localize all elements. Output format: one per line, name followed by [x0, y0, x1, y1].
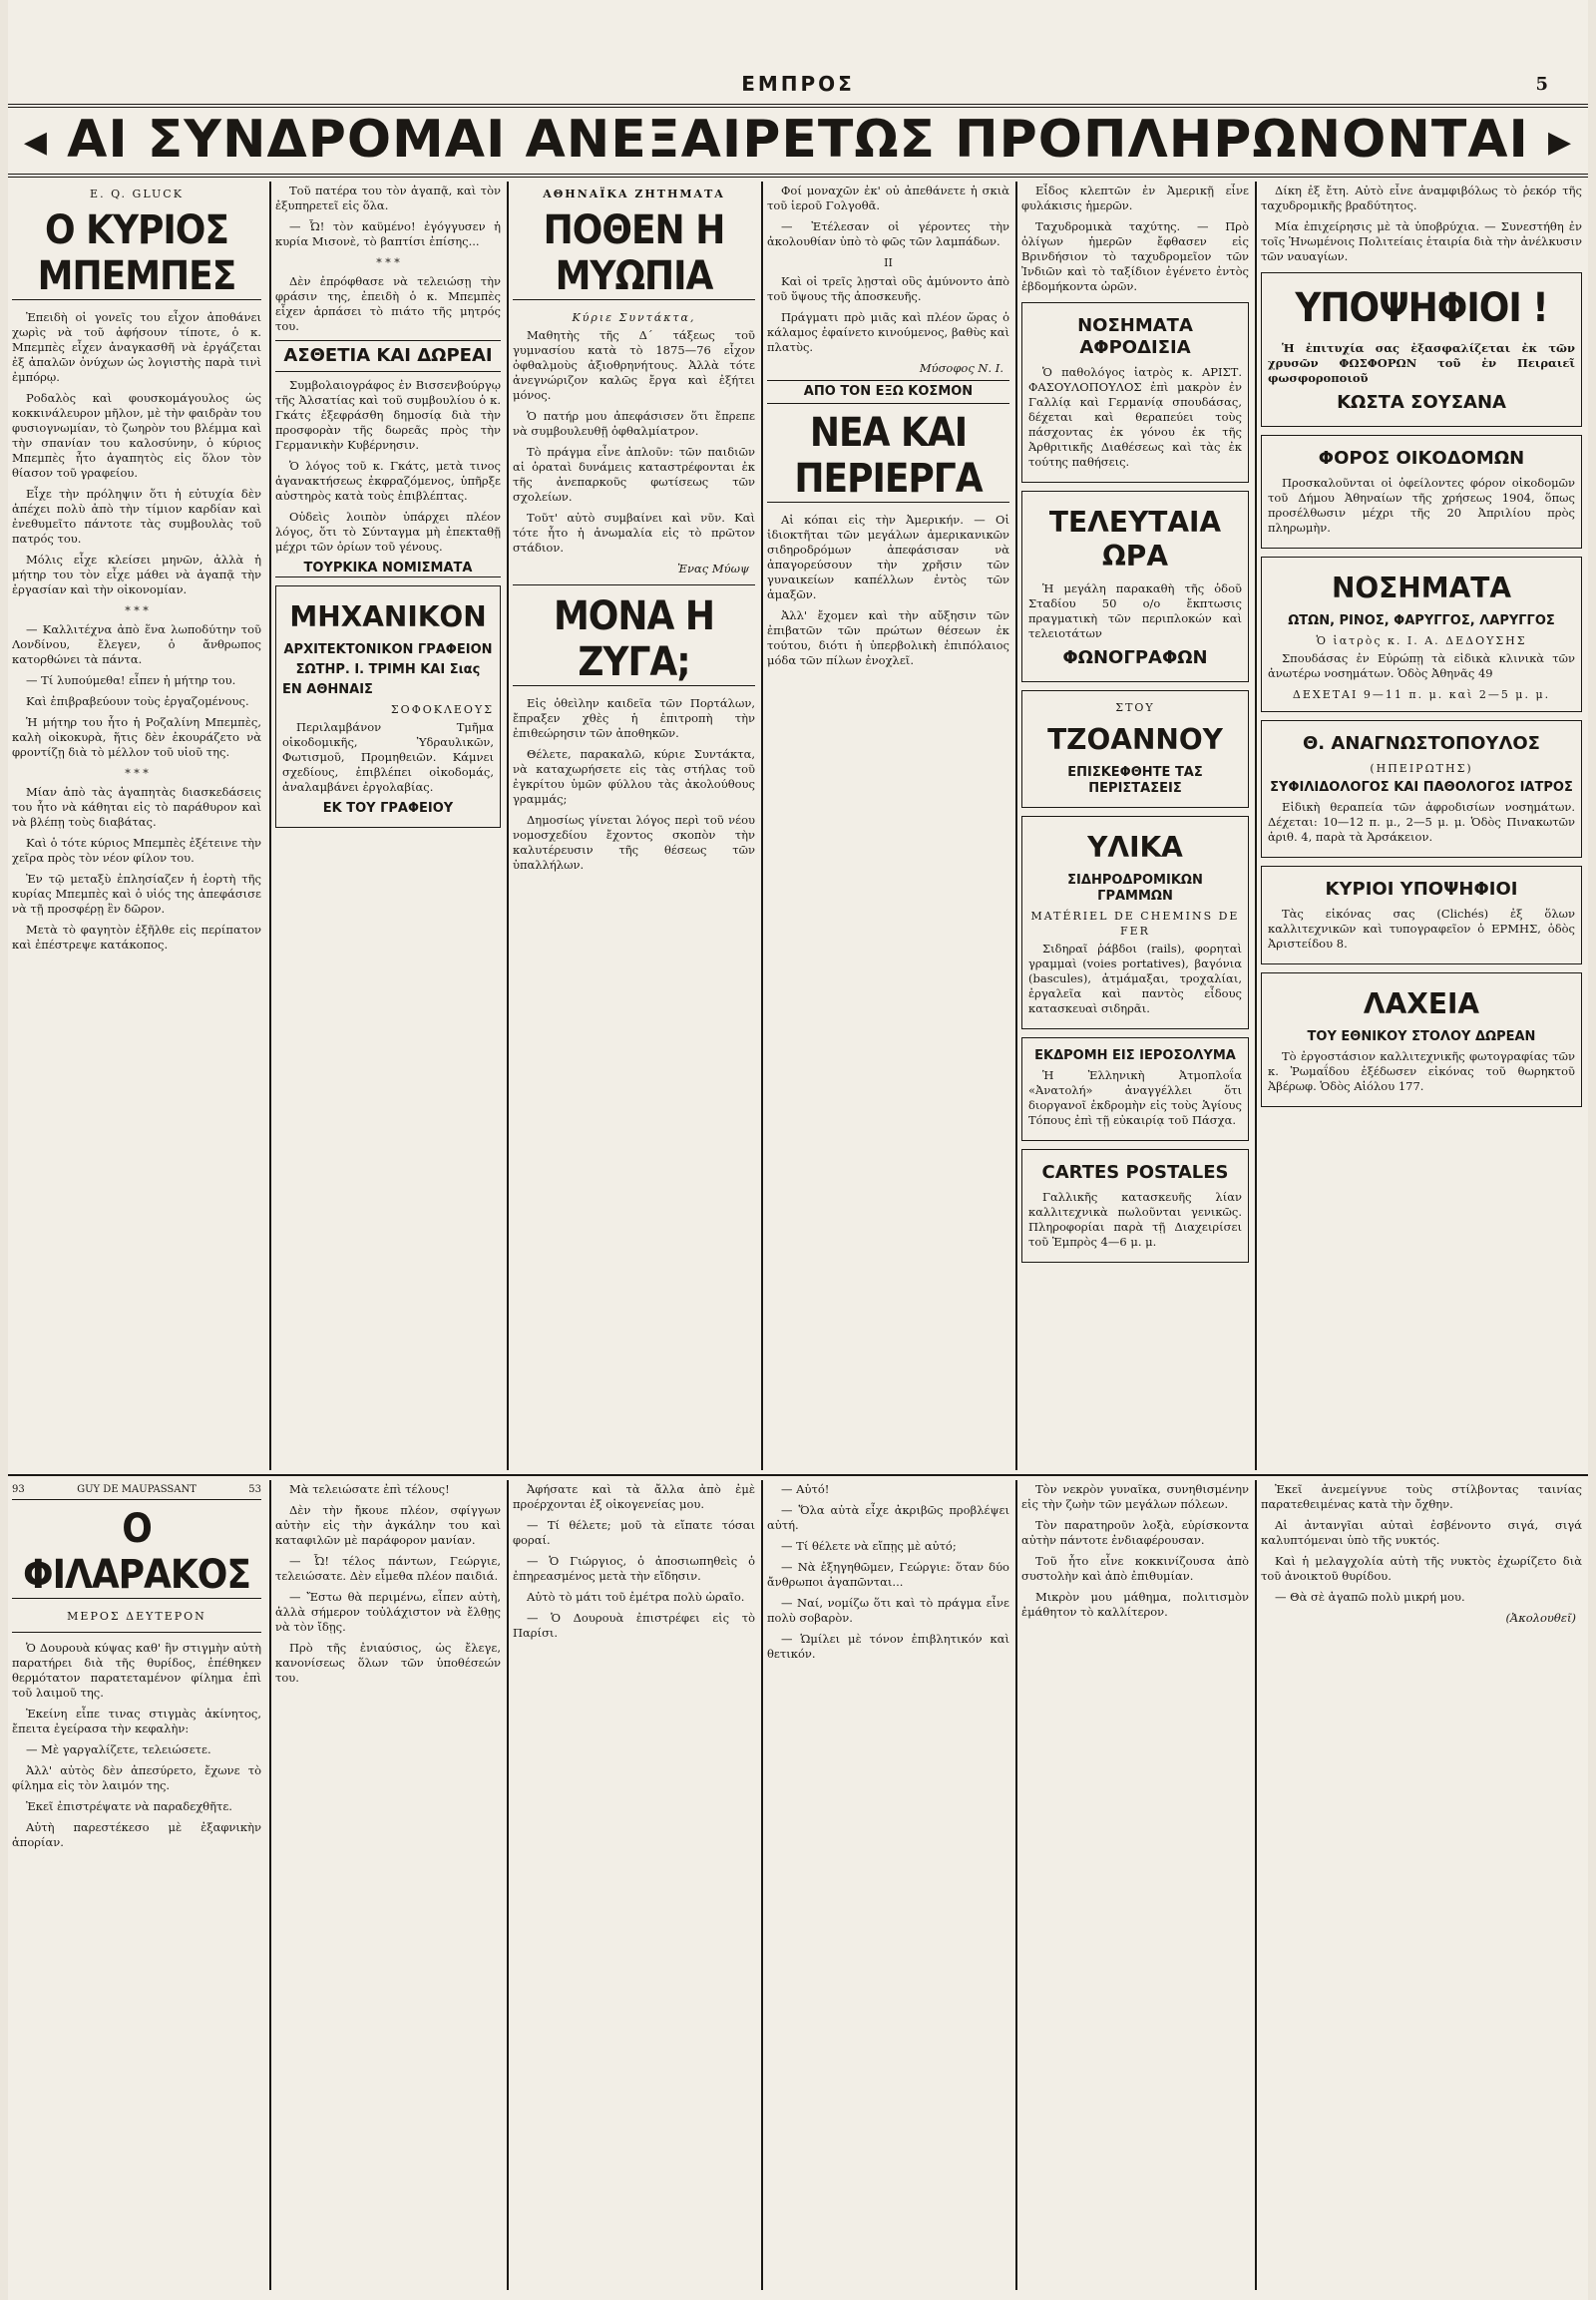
ad-text: Τὰς εἰκόνας σας (Clichés) ἐξ ὅλων καλλιτεχνικῶν καὶ τυπογραφεῖον ὁ ΕΡΜΗΣ, ὁδὸς Ἀριστείδου 8. [1268, 907, 1575, 951]
ad-subheadline: ΩΤΩΝ, ΡΙΝΟΣ, ΦΑΡΥΓΓΟΣ, ΛΑΡΥΓΓΟΣ [1288, 613, 1555, 628]
feuilleton-header [12, 1482, 261, 1500]
separator-stars: * * * [125, 604, 149, 617]
ad-text: Προσκαλοῦνται οἱ ὀφείλοντες φόρον οἰκοδομῶν τοῦ Δήμου Ἀθηναίων τῆς χρήσεως 1904, ὅπως προσέλθωσιν μέχρι τῆς 20 Ἀπριλίου πρὸς πληρωμὴν. [1268, 476, 1575, 535]
ad-subheadline: ΣΥΦΙΛΙΔΟΛΟΓΟΣ ΚΑΙ ΠΑΘΟΛΟΓΟΣ ΙΑΤΡΟΣ [1270, 780, 1573, 795]
ad-address: ΣΟΦΟΚΛΕΟΥΣ [390, 703, 494, 716]
paragraph: Ροδαλὸς καὶ φουσκομάγουλος ὡς κοκκινάλευρον μῆλον, μὲ τὴν φαιδρὰν του φυσιογνωμίαν, τὸ ζωηρὸν του βλέμμα καὶ τὴν σπανίαν του καλοσύνην, ὁ κύριος Μπεμπὲς ἦτο ἀγαπητὸς εἰς ὅλον τὸν θίασον τοῦ γραφείου. [12, 391, 261, 480]
paragraph: — Αὐτό! [781, 1482, 830, 1496]
feuilleton-author: GUY DE MAUPASSANT [77, 1484, 197, 1495]
feuilleton-column-3 [513, 1482, 755, 2290]
article-headline: ΠΟΘΕΝ Η ΜΥΩΠΙΑ [513, 207, 755, 300]
folio-right: 53 [248, 1484, 261, 1495]
paragraph: Συμβολαιογράφος ἐν Βισσενβούργῳ τῆς Ἀλσατίας καὶ τοῦ συμβουλίου ὁ κ. Γκάτς ἐξεφράσθη δημοσίᾳ διὰ τὴν προσφορὰν τῆς δωρεᾶς πρὸς τὴν Γερμανικὴν Κυβέρνησιν. [275, 378, 501, 452]
paragraph: Μικρὸν μου μάθημα, πολιτισμὸν ἐμάθητον τὸ καλλίτερον. [1021, 1590, 1249, 1619]
arrow-right-icon: ▶ [1548, 125, 1573, 160]
paragraph: Ὁ λόγος τοῦ κ. Γκάτς, μετὰ τινος ἀγανακτήσεως ἐκφραζόμενος, ὑπῆρξε αὐστηρὸς κατὰ τοὺς ἐπιβλέπτας. [275, 459, 501, 503]
paragraph: Ἀλλ' αὐτὸς δὲν ἀπεσύρετο, ἔχωνε τὸ φίλημα εἰς τὸν λαιμόν της. [12, 1763, 261, 1792]
paragraph: — Ἔστω θὰ περιμένω, εἶπεν αὐτὴ, ἀλλὰ σήμερον τοὐλάχιστον νὰ ἔλθῃς νὰ τὸν ἴδῃς. [275, 1590, 501, 1634]
ad-headline: ΝΟΣΗΜΑΤΑ ΑΦΡΟΔΙΣΙΑ [1077, 315, 1193, 358]
signature: Μύσοφος Ν. Ι. [919, 361, 1003, 375]
ad-headline: CARTES POSTALES [1041, 1162, 1229, 1183]
advertisement [1261, 435, 1582, 549]
paragraph: Αὐτὸ τὸ μάτι τοῦ ἐμέτρα πολὺ ὡραῖο. [527, 1590, 745, 1604]
ad-headline: ΥΠΟΨΗΦΙΟΙ ! [1295, 285, 1548, 331]
paragraph: Ἐκείνη εἶπε τινας στιγμὰς ἀκίνητος, ἔπειτα ἐγείρασα τὴν κεφαλὴν: [12, 1707, 261, 1735]
paragraph: Τὸ πράγμα εἶνε ἀπλοῦν: τῶν παιδιῶν αἱ ὁραταὶ δυνάμεις καταστρέφονται ἐκ τῆς ἀνεπαρκοῦς φωτίσεως τῶν σχολείων. [513, 445, 755, 504]
ad-headline: Θ. ΑΝΑΓΝΩΣΤΟΠΟΥΛΟΣ [1303, 733, 1540, 754]
article-headline: ΝΕΑ ΚΑΙ ΠΕΡΙΕΡΓΑ [767, 410, 1009, 503]
advertisement [1021, 1149, 1249, 1263]
ad-subheadline: ΑΡΧΙΤΕΚΤΟΝΙΚΟΝ ΓΡΑΦΕΙΟΝ [283, 642, 493, 657]
paragraph: Δὲν τὴν ἤκουε πλέον, σφίγγων αὐτὴν εἰς τὴν ἀγκάλην του καὶ καταφιλῶν μὲ παράφορον μανίαν. [275, 1503, 501, 1547]
column-1 [12, 184, 261, 1470]
feuilleton-part: ΜΕΡΟΣ ΔΕΥΤΕΡΟΝ [67, 1610, 206, 1623]
advertisement [1261, 720, 1582, 858]
paragraph: Εἶχε τὴν πρόληψιν ὅτι ἡ εὐτυχία δὲν ἀπέχει πολὺ ἀπὸ τὴν τίμιον καρδίαν καὶ ἐνεθυμεῖτο πάντοτε τὰς συμβουλὰς τοῦ πατρός του. [12, 487, 261, 546]
paragraph: Καὶ ὁ τότε κύριος Μπεμπὲς ἐξέτεινε τὴν χεῖρα πρὸς τὸν νέον φίλον του. [12, 836, 261, 865]
ad-subheadline: ΕΠΙΣΚΕΦΘΗΤΕ ΤΑΣ ΠΕΡΙΣΤΑΣΕΙΣ [1067, 765, 1203, 796]
ad-prefix: ΣΤΟΥ [1115, 701, 1155, 714]
box-title: ΤΟΥΡΚΙΚΑ ΝΟΜΙΣΜΑΤΑ [275, 561, 501, 577]
paragraph: Μετὰ τὸ φαγητὸν ἐξῆλθε εἰς περίπατον καὶ ἐπέστρεψε κατάκοπος. [12, 923, 261, 952]
paragraph: — Ὡμίλει μὲ τόνον ἐπιβλητικόν καὶ θετικόν. [767, 1632, 1009, 1661]
paragraph: — Ὅλα αὐτὰ εἶχε ἀκριβῶς προβλέψει αὐτή. [767, 1503, 1009, 1532]
advertisement [1261, 866, 1582, 964]
feuilleton-column-2 [275, 1482, 501, 2290]
section-headline: ΑΠΟ ΤΟΝ ΕΞΩ ΚΟΣΜΟΝ [767, 380, 1009, 404]
ad-text: Ἡ Ἑλληνικὴ Ἀτμοπλοΐα «Ἀνατολή» ἀναγγέλλει ὅτι διοργανοῖ ἐκδρομὴν εἰς τοὺς Ἁγίους Τόπους ἐπὶ τῇ εὐκαιρίᾳ τοῦ Πάσχα. [1028, 1068, 1242, 1127]
ad-text: Περιλαμβάνον Τμῆμα οἰκοδομικῆς, Ὑδραυλικῶν, Φωτισμοῦ, Προμηθειῶν. Κάμνει σχεδίους, ἐπιβλέπει οἰκοδομάς, ἀναλαμβάνει ἐργολαβίας. [282, 720, 494, 794]
newspaper-title: ΕΜΠΡΟΣ [741, 72, 855, 96]
ad-headline: ΕΚΔΡΟΜΗ ΕΙΣ ΙΕΡΟΣΟΛΥΜΑ [1034, 1048, 1236, 1063]
paragraph: Ἡ μήτηρ του ἦτο ἡ Ροζαλίνη Μπεμπὲς, καλὴ οἰκοκυρὰ, ἥτις δὲν ἐκουράζετο νὰ φροντίζῃ διὰ τὸ μέλλον τοῦ υἱοῦ της. [12, 715, 261, 759]
paragraph: — Ὦ! τέλος πάντων, Γεώργιε, τελειώσατε. Δὲν εἶμεθα πλέον παιδιά. [275, 1554, 501, 1583]
paragraph: — Ὦ! τὸν καϋμένο! ἐγόγγυσεν ἡ κυρία Μισονὲ, τὸ βαπτίσι ἐπίσης... [275, 219, 501, 248]
advertisement [1021, 491, 1249, 682]
paragraph: Αἱ ἀντανγῖαι αὐταὶ ἐσβένοντο σιγά, σιγά καλυπτόμεναι ὑπὸ τῆς νυκτός. [1261, 1518, 1582, 1547]
paragraph: Ἐπειδὴ οἱ γονεῖς του εἶχον ἀποθάνει χωρὶς νὰ τοῦ ἀφήσουν τίποτε, ὁ κ. Μπεμπὲς εἶχεν ἀναγκασθῆ νὰ ἐργάζεται ἐξ ἀπαλῶν ὀνύχων ὡς λογιστὴς παρὰ τινὶ ἐμπόρῳ. [12, 310, 261, 384]
ad-text: Σιδηραῖ ῥάβδοι (rails), φορηταὶ γραμμαὶ (voies portatives), βαγόνια (bascules), ἀτμάμαξαι, τροχαλίαι, ἐργαλεῖα καὶ παντὸς εἶδους κατασκευαὶ σιδηρᾶι. [1028, 942, 1242, 1015]
paragraph: Αἱ κόπαι εἰς τὴν Ἀμερικήν. — Οἱ ἰδιοκτῆται τῶν μεγάλων ἀμερικανικῶν σιδηροδρόμων ἀπεφάσισαν νὰ ἀπαγορεύσουν τὴν χρῆσιν τῶν γυναικείων καπέλλων ἐντὸς τῶν ἁμαξῶν. [767, 513, 1009, 601]
folio-left: 93 [12, 1484, 25, 1495]
ad-city: ΕΝ ΑΘΗΝΑΙΣ [282, 682, 373, 697]
advertisement [1021, 816, 1249, 1029]
ad-headline: ΥΛΙΚΑ [1087, 831, 1183, 864]
article-headline: ΜΟΝΑ Η ΖΥΓΑ; [513, 593, 755, 686]
separator-roman: ΙΙ [884, 256, 893, 269]
ad-text: Ἡ ἐπιτυχία σας ἐξασφαλίζεται ἐκ τῶν χρυσῶν ΦΩΣΦΟΡΩΝ τοῦ ἐν Πειραιεῖ φωσφοροποιοῦ [1268, 341, 1575, 385]
ad-headline: ΤΕΛΕΥΤΑΙΑ ΩΡΑ [1048, 506, 1222, 573]
paragraph: Τοῦ ἦτο εἶνε κοκκινίζουσα ἀπὸ συστολὴν καὶ ἀπὸ ἐπιθυμίαν. [1021, 1554, 1249, 1583]
paragraph: Οὐδεὶς λοιπὸν ὑπάρχει πλέον λόγος, ὅτι τὸ Σύνταγμα μὴ ἐπεκταθῇ μέχρι τῶν ὁρίων τοῦ γένους. [275, 510, 501, 554]
paragraph: Ἐν τῷ μεταξὺ ἐπλησίαζεν ἡ ἑορτὴ τῆς κυρίας Μπεμπὲς καὶ ὁ υἱός της ἀπεφάσισε νὰ τῇ προσφέρῃ ἓν δῶρον. [12, 872, 261, 916]
ad-text: Εἰδικὴ θεραπεία τῶν ἀφροδισίων νοσημάτων. Δέχεται: 10—12 π. μ., 2—5 μ. μ. Ὁδὸς Πινακωτῶν ἀριθ. 4, παρὰ τὰ Ἀρσάκειον. [1268, 800, 1575, 844]
paragraph: Καὶ οἱ τρεῖς λῃσταὶ οὓς ἀμύνοντο ἀπὸ τοῦ ὕψους τῆς ἀποσκευῆς. [767, 274, 1009, 303]
banner-text: ΑΙ ΣΥΝΔΡΟΜΑΙ ΑΝΕΞΑΙΡΕΤΩΣ ΠΡΟΠΛΗΡΩΝΟΝΤΑΙ [67, 110, 1529, 170]
ad-text: Τὸ ἐργοστάσιον καλλιτεχνικῆς φωτογραφίας τῶν κ. Ῥωμαΐδου ἐξέδωσεν εἰκόνας τοῦ θωρηκτοῦ Ἀβέρωφ. Ὁδὸς Αἰόλου 177. [1268, 1049, 1575, 1093]
feuilleton-column-4 [767, 1482, 1009, 2290]
paragraph: Τοῦτ' αὐτὸ συμβαίνει καὶ νῦν. Καὶ τότε ἦτο ἡ ἀνωμαλία εἰς τὸ πρῶτον στάδιον. [513, 511, 755, 555]
section-headline: ΑΣΘΕΤΙΑ ΚΑΙ ΔΩΡΕΑΙ [275, 340, 501, 372]
feuilleton-column-5 [1021, 1482, 1249, 2290]
paragraph: Ὁ Δουρουὰ κύψας καθ' ἣν στιγμὴν αὐτὴ παρατήρει διὰ τῆς θυρίδος, ἐπέθηκεν θερμότατον παρατεταμένον φίλημα ἐπὶ τοῦ λαιμοῦ της. [12, 1641, 261, 1700]
column-3 [513, 184, 755, 1470]
paragraph: Αὐτὴ παρεστέκεσο μὲ ἐξαφνικὴν ἀπορίαν. [12, 1820, 261, 1849]
paragraph: — Θὰ σὲ ἀγαπῶ πολὺ μικρή μου. [1275, 1590, 1465, 1604]
ad-headline: ΝΟΣΗΜΑΤΑ [1331, 572, 1512, 604]
subscription-banner [8, 104, 1588, 178]
article-headline: Ο ΚΥΡΙΟΣ ΜΠΕΜΠΕΣ [12, 207, 261, 300]
paragraph: Δὲν ἐπρόφθασε νὰ τελειώσῃ τὴν φράσιν της, ἐπειδὴ ὁ κ. Μπεμπὲς εἶχεν ἁρπάσει τὸ πιάτο τῆς μητρός του. [275, 274, 501, 333]
ad-footer: ΕΚ ΤΟΥ ΓΡΑΦΕΙΟΥ [322, 801, 454, 816]
paragraph: — Τί θέλετε νὰ εἴπῃς μὲ αὐτό; [781, 1539, 957, 1553]
ad-text: Σπουδάσας ἐν Εὐρώπῃ τὰ εἰδικὰ κλινικὰ τῶν ἀνωτέρω νοσημάτων. Ὁδὸς Ἀθηνᾶς 49 [1268, 651, 1575, 680]
page-number: 5 [1535, 74, 1548, 95]
ad-text: Γαλλικῆς κατασκευῆς λίαν καλλιτεχνικὰ πωλοῦνται γενικῶς. Πληροφορίαι παρὰ τῇ Διαχειρίσει τοῦ Ἐμπρὸς 4—6 μ. μ. [1028, 1190, 1242, 1249]
ad-name: Ὁ ἰατρὸς κ. Ι. Α. ΔΕΔΟΥΣΗΣ [1316, 634, 1527, 647]
paragraph: — Ὁ Γιώργιος, ὁ ἀποσιωπηθεὶς ὁ ἐπηρεασμένος μετὰ τὴν εἴδησιν. [513, 1554, 755, 1583]
ad-headline: ΜΗΧΑΝΙΚΟΝ [289, 600, 487, 633]
separator-stars: * * * [376, 256, 400, 269]
ad-text: Ὁ παθολόγος ἰατρὸς κ. ΑΡΙΣΤ. ΦΑΣΟΥΛΟΠΟΥΛΟΣ ἐπὶ μακρὸν ἐν Γαλλίᾳ καὶ Γερμανίᾳ σπουδάσας, δέχεται καὶ θεραπεύει τοὺς πάσχοντας ἐκ γόνου ἐκ τῆς Ἀρθριτικῆς Διαθέσεως καὶ τὰς ἐκ τούτης παθήσεις. [1028, 365, 1242, 469]
advertisement [1021, 1037, 1249, 1141]
feuilleton-column-1 [12, 1482, 261, 2290]
advertisement [1261, 972, 1582, 1107]
paragraph: Ἀλλ' ἔχομεν καὶ τὴν αὔξησιν τῶν ἐπιβατῶν τῶν πρώτων θέσεων ἐκ τούτου, διότι ἡ ὑπερβολικὴ ἐπιπόλαιος μόδα τῶν πίλων ἐνοχλεῖ. [767, 608, 1009, 667]
paragraph: Τὸν παρατηροῦν λοξὰ, εὑρίσκοντα αὐτὴν πάντοτε ἐνδιαφέρουσαν. [1021, 1518, 1249, 1547]
ad-subheadline-fr: MATÉRIEL DE CHEMINS DE FER [1030, 910, 1240, 938]
section-kicker: ΑΘΗΝΑΪΚΑ ΖΗΤΗΜΑΤΑ [543, 188, 725, 200]
continuation-note: (Ἀκολουθεῖ) [1505, 1611, 1576, 1625]
architect-advertisement [275, 585, 501, 828]
paragraph: Ταχυδρομικὰ ταχύτης. — Πρὸ ὀλίγων ἡμερῶν ἔφθασεν εἰς Βρινδήσιον τὸ ταχυδρομεῖον τῶν Ἰνδιῶν καὶ τὸ ταξίδιον ἐγένετο ἐντὸς ἑβδομήκοντα ὡρῶν. [1021, 219, 1249, 293]
newspaper-page [8, 0, 1588, 2300]
paragraph: Τοῦ πατέρα του τὸν ἀγαπᾷ, καὶ τὸν ἐξυπηρετεῖ εἰς ὅλα. [275, 184, 501, 212]
paragraph: Μὰ τελειώσατε ἐπὶ τέλους! [289, 1482, 450, 1496]
signature: Ἐνας Μύωψ [677, 562, 749, 575]
column-4 [767, 184, 1009, 1470]
paragraph: Μόλις εἶχε κλείσει μηνῶν, ἀλλὰ ἡ μήτηρ του τὸν εἶχε μάθει νὰ ἀγαπᾷ τὴν ἐργασίαν καὶ τὴν οἰκονομίαν. [12, 553, 261, 596]
paragraph: Καὶ ἐπιβραβεύουν τοὺς ἐργαζομένους. [26, 694, 249, 708]
advertisement [1261, 272, 1582, 427]
paragraph: Εἶδος κλεπτῶν ἐν Ἀμερικῇ εἶνε φυλάκισις ἡμερῶν. [1021, 184, 1249, 212]
paragraph: Φοί μοναχῶν ἐκ' οὐ ἀπεθάνετε ἡ σκιὰ τοῦ ἱεροῦ Γολγοθᾶ. [767, 184, 1009, 212]
paragraph: Καὶ ἡ μελαγχολία αὐτὴ τῆς νυκτὸς ἐχωρίζετο διὰ τοῦ ἀνοικτοῦ θυρίδου. [1261, 1554, 1582, 1583]
paragraph: — Τί λυπούμεθα! εἶπεν ἡ μήτηρ του. [26, 673, 236, 687]
ad-subheadline: (ΗΠΕΙΡΩΤΗΣ) [1370, 762, 1473, 775]
paragraph: Ὁ πατήρ μου ἀπεφάσισεν ὅτι ἔπρεπε νὰ συμβουλευθῇ ὀφθαλμίατρον. [513, 409, 755, 438]
paragraph: Μαθητὴς τῆς Δ΄ τάξεως τοῦ γυμνασίου κατὰ τὸ 1875—76 εἶχον ὀφθαλμοὺς ἀξιοθρηνήτους. Ἀλλὰ τότε ἀνεγνώριζον καλῶς ἔργα καὶ ἐξήτει μόνος. [513, 328, 755, 402]
feuilleton-column-6 [1261, 1482, 1582, 2290]
advertisement [1261, 557, 1582, 712]
paragraph: Εἰς ὀθεὶλην καιδεῖα τῶν Πορτάλων, ἔπραξεν χθὲς ἡ ἐπιτροπὴ τὴν ἐπιθεώρησιν τῶν ἀποθηκῶν. [513, 696, 755, 740]
ad-brand: ΦΩΝΟΓΡΑΦΩΝ [1062, 647, 1208, 668]
arrow-left-icon: ◀ [23, 125, 48, 160]
paragraph: Δημοσίως γίνεται λόγος περὶ τοῦ νέου νομοσχεδίου ἔχοντος σκοπὸν τὴν καλυτέρευσιν τῆς θέσεως τῶν ὑπαλλήλων. [513, 813, 755, 872]
article-author: E. Q. GLUCK [90, 188, 184, 200]
ad-text: Ἡ μεγάλη παρακαθὴ τῆς ὁδοῦ Σταδίου 50 ο/ο ἔκπτωσις πραγματικὴ τῶν περιπλοκών καὶ τελειοτάτων [1028, 581, 1242, 640]
paragraph: — Ναί, νομίζω ὅτι καὶ τὸ πράγμα εἶνε πολὺ σοβαρὸν. [767, 1596, 1009, 1625]
paragraph: Θέλετε, παρακαλῶ, κύριε Συντάκτα, νὰ καταχωρήσετε εἰς τὰς στήλας τοῦ ἐγκρίτου ὑμῶν φύλλου τὰς ἀκολούθους γραμμάς; [513, 747, 755, 806]
separator-stars: * * * [125, 767, 149, 780]
paragraph: Μία ἐπιχείρησις μὲ τὰ ὑποβρύχια. — Συνεστήθη ἐν τοῖς Ἡνωμένοις Πολιτείαις ἑταιρία διὰ τὴν ἀνέλκυσιν τῶν ναυαγίων. [1261, 219, 1582, 263]
paragraph: — Καλλιτέχνα ἀπὸ ἕνα λωποδύτην τοῦ Λονδίνου, ἔλεγεν, ὁ ἄνθρωπος κατορθώνει τὰ πάντα. [12, 622, 261, 666]
paragraph: Μίαν ἀπὸ τὰς ἀγαπητὰς διασκεδάσεις του ἦτο νὰ κάθηται εἰς τὸ παράθυρον καὶ νὰ βλέπῃ τοὺς διαβάτας. [12, 785, 261, 829]
paragraph: — Ἐτέλεσαν οἱ γέροντες τὴν ἀκολουθίαν ὑπὸ τὸ φῶς τῶν λαμπάδων. [767, 219, 1009, 248]
salutation: Κύριε Συντάκτα, [572, 311, 696, 324]
paragraph: Πράγματι πρὸ μιᾶς καὶ πλέον ὥρας ὁ κάλαμος ἐφαίνετο κινούμενος, βαθὺς καὶ πλατὺς. [767, 310, 1009, 354]
ad-company-name: ΣΩΤΗΡ. Ι. ΤΡΙΜΗ ΚΑΙ Σιας [295, 662, 481, 677]
paragraph: Ἐκεῖ ἐπιστρέψατε νὰ παραδεχθῆτε. [26, 1799, 232, 1813]
ad-headline: ΦΟΡΟΣ ΟΙΚΟΔΟΜΩΝ [1318, 448, 1525, 469]
column-6 [1261, 184, 1582, 1470]
ad-headline: ΤΖΟΑΝΝΟΥ [1047, 723, 1223, 756]
column-5 [1021, 184, 1249, 1470]
paragraph: Τὸν νεκρὸν γυναῖκα, συνηθισμένην εἰς τὴν ζωὴν τῶν μεγάλων πόλεων. [1021, 1482, 1249, 1511]
feuilleton-headline: Ο ΦΙΛΑΡΑΚΟΣ [12, 1506, 261, 1599]
paragraph: — Μὲ γαργαλίζετε, τελειώσετε. [26, 1742, 211, 1756]
paragraph: — Τί θέλετε; μοῦ τὰ εἴπατε τόσαι φοραί. [513, 1518, 755, 1547]
ad-headline: ΛΑΧΕΙΑ [1363, 987, 1480, 1020]
paragraph: — Νὰ ἐξηγηθῶμεν, Γεώργιε: ὅταν δύο ἄνθρωποι ἀγαπῶνται... [767, 1560, 1009, 1589]
ad-subheadline: ΤΟΥ ΕΘΝΙΚΟΥ ΣΤΟΛΟΥ ΔΩΡΕΑΝ [1307, 1029, 1536, 1044]
paragraph: Ἐκεῖ ἀνεμείγνυε τοὺς στίλβοντας ταινίας παρατεθειμένας κατὰ τὴν ὄχθην. [1261, 1482, 1582, 1511]
column-2 [275, 184, 501, 1470]
paragraph: Δίκη ἐξ ἔτη. Αὐτὸ εἶνε ἀναμφιβόλως τὸ ῥεκόρ τῆς ταχυδρομικῆς βραδύτητος. [1261, 184, 1582, 212]
advertisement [1021, 690, 1249, 808]
advertisement [1021, 302, 1249, 483]
ad-headline: ΚΥΡΙΟΙ ΥΠΟΨΗΦΙΟΙ [1325, 879, 1518, 900]
ad-hours: ΔΕΧΕΤΑΙ 9—11 π. μ. καὶ 2—5 μ. μ. [1292, 688, 1551, 701]
paragraph: — Ὁ Δουρουὰ ἐπιστρέφει εἰς τὸ Παρίσι. [513, 1611, 755, 1640]
ad-subheadline: ΣΙΔΗΡΟΔΡΟΜΙΚΩΝ ΓΡΑΜΜΩΝ [1067, 873, 1203, 904]
ad-name: ΚΩΣΤΑ ΣΟΥΣΑΝΑ [1337, 392, 1506, 413]
paragraph: Ἀφήσατε καὶ τὰ ἄλλα ἀπὸ ἐμὲ προέρχονται ἐξ οἰκογενείας μου. [513, 1482, 755, 1511]
paragraph: Πρὸ τῆς ἐνιαύσιος, ὡς ἔλεγε, κανονίσεως ὅλων τῶν ὑποθέσεών του. [275, 1641, 501, 1685]
